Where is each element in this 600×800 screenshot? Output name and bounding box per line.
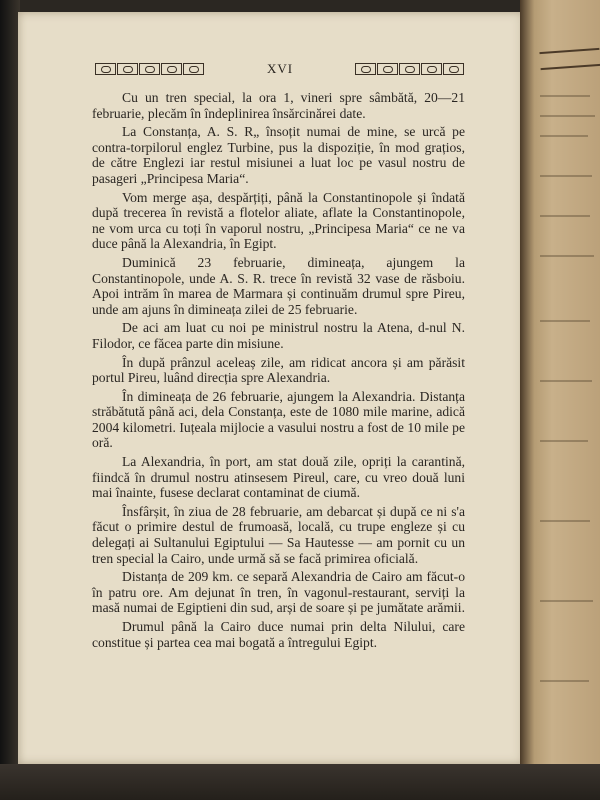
facing-page-text-line [540,255,594,257]
paragraph: Duminică 23 februarie, dimineața, ajungem la Constantinopole, unde A. S. R. trece în revistă 32 vase de răsboiu. Apoi intrăm în marea de Marmara și continuăm drumul spre Pireu, unde am ajuns în dimineața zilei de 25 februarie. [92,254,465,317]
ornament-icon [161,63,182,75]
paragraph: Însfârșit, în ziua de 28 februarie, am debarcat și după ce ni s'a făcut o primire destul de frumoasă, locală, cu trupe engleze și cu delegați ai Sultanului Egiptului — Sa Hautesse — am pornit cu un tren special la Cairo, unde urmă să se facă primirea oficială. [92,503,465,566]
paragraph: La Alexandria, în port, am stat două zile, opriți la carantină, fiindcă în drumul nostru atinsesem Pireul, care, cu vreo două luni mai înainte, fusese declarat contaminat de ciumă. [92,454,465,501]
ornament-icon [421,63,442,75]
ornament-icon [443,63,464,75]
header-ornament-right [355,63,465,75]
facing-page-text-line [540,135,588,137]
header-ornament-left [95,63,205,75]
ornament-icon [117,63,138,75]
facing-page-text-line [540,680,589,682]
paragraph: Distanța de 209 km. ce separă Alexandria de Cairo am făcut-o în patru ore. Am dejunat în tren, în vagonul-restaurant, serviți la masă numai de Egiptieni din sud, arși de soare și pe jumătate arămii. [92,569,465,616]
paragraph: În după prânzul aceleaș zile, am ridicat ancora și am părăsit portul Pireu, luând direcția spre Alexandria. [92,354,465,386]
facing-page-text-line [540,440,588,442]
paragraph: Vom merge așa, despărțiți, până la Constantinopole și îndată după trecerea în revistă a flotelor aliate, aflate la Constantinopole, ne vom urca cu toți în vaporul nostru, „Principesa Maria“ ce ne va duce până la Alexandria, în Egipt. [92,189,465,252]
facing-page-text-line [540,380,592,382]
facing-page-text-line [540,215,590,217]
book-gutter [0,0,20,800]
facing-page-text-line [540,175,592,177]
paragraph: Drumul până la Cairo duce numai prin delta Nilului, care constitue și partea cea mai bogată a întregului Egipt. [92,619,465,650]
table-surface [0,764,600,800]
facing-page-text-line [540,600,593,602]
ornament-icon [139,63,160,75]
page-number: XVI [266,61,294,76]
facing-page-text-line [540,95,590,97]
paragraph: De aci am luat cu noi pe ministrul nostru la Atena, d-nul N. Filodor, ce făcea parte din misiune. [92,320,465,351]
facing-page-text-line [540,320,590,322]
ornament-icon [95,63,116,75]
paragraph: În dimineața de 26 februarie, ajungem la Alexandria. Distanța străbătută până aci, dela Constanța, este de 1080 mile marine, adică 2004 kilometri. Iuțeala mijlocie a vasului nostru a fost de 10 mile pe oră. [92,388,465,451]
facing-page-text-line [540,520,590,522]
page-header [95,58,465,80]
ornament-icon [377,63,398,75]
facing-page-text-line [540,115,595,117]
paragraph: La Constanța, A. S. R„ însoțit numai de mine, se urcă pe contra-torpilorul englez Turbine, pus la dispoziție, în mod grațios, de către Englezi iar restul misiunei a luat loc pe vasul nostru de pasageri „Principesa Maria“. [92,124,465,186]
ornament-icon [183,63,204,75]
page-body [92,90,465,653]
paragraph: Cu un tren special, la ora 1, vineri spre sâmbătă, 20—21 februarie, plecăm în îndeplinirea însărcinărei date. [92,90,465,121]
ornament-icon [399,63,420,75]
ornament-icon [355,63,376,75]
